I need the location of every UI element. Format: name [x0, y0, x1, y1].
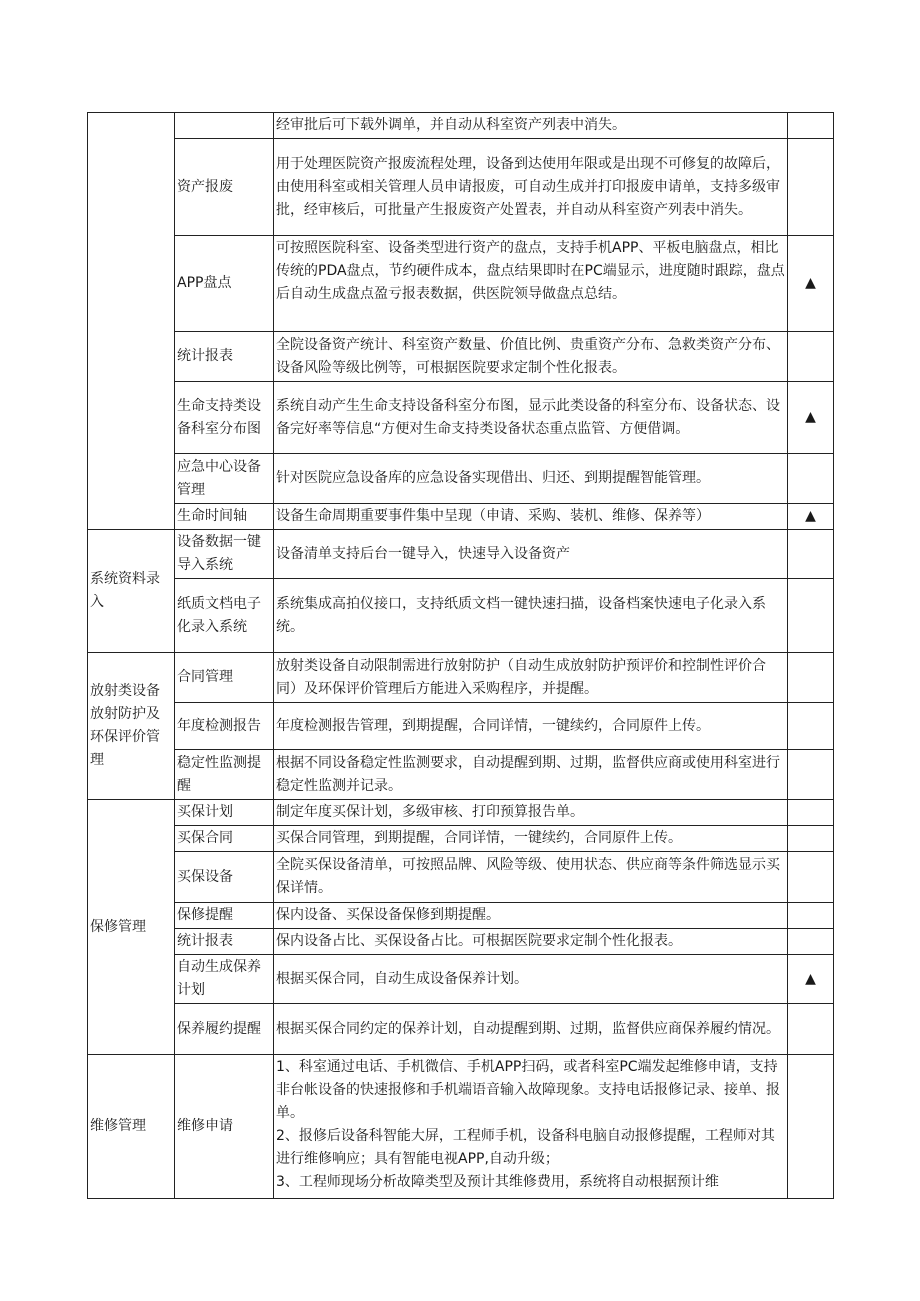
- table-row: [88, 113, 834, 139]
- category-cell: 维修管理: [88, 1055, 175, 1199]
- item-name: 应急中心设备管理: [175, 454, 274, 504]
- description-line: 3、工程师现场分析故障类型及预计其维修费用，系统将自动根据预计维: [276, 1174, 719, 1190]
- table-row: [88, 653, 834, 703]
- table-row: [88, 139, 834, 236]
- item-description: 根据买保合同约定的保养计划，自动提醒到期、过期，监督供应商保养履约情况。: [274, 1004, 788, 1055]
- item-name: [175, 113, 274, 139]
- category-cell: 系统资料录入: [88, 530, 175, 653]
- table-row: [88, 504, 834, 530]
- marker-cell: [788, 929, 834, 955]
- item-name: 自动生成保养计划: [175, 955, 274, 1004]
- item-name: 资产报废: [175, 139, 274, 236]
- item-name: 合同管理: [175, 653, 274, 703]
- triangle-marker-icon: ▲: [788, 236, 834, 332]
- item-description: 系统集成高拍仪接口，支持纸质文档一键快速扫描，设备档案快速电子化录入系统。: [274, 579, 788, 653]
- item-description: 制定年度买保计划，多级审核、打印预算报告单。: [274, 800, 788, 826]
- table-row: [88, 236, 834, 332]
- table-row: [88, 579, 834, 653]
- item-description: 设备生命周期重要事件集中呈现（申请、采购、装机、维修、保养等）: [274, 504, 788, 530]
- table-row: [88, 1004, 834, 1055]
- table-row: [88, 903, 834, 929]
- item-description: 年度检测报告管理，到期提醒，合同详情，一键续约，合同原件上传。: [274, 703, 788, 750]
- item-name: 统计报表: [175, 929, 274, 955]
- item-name: 稳定性监测提醒: [175, 750, 274, 800]
- marker-cell: [788, 332, 834, 382]
- marker-cell: [788, 653, 834, 703]
- item-description: 可按照医院科室、设备类型进行资产的盘点，支持手机APP、平板电脑盘点，相比传统的PDA盘点，节约硬件成本，盘点结果即时在PC端显示，进度随时跟踪，盘点后自动生成盘点盈亏报表数据，供医院领导做盘点总结。: [274, 236, 788, 332]
- item-description: 用于处理医院资产报废流程处理，设备到达使用年限或是出现不可修复的故障后，由使用科室或相关管理人员申请报废，可自动生成并打印报废申请单，支持多级审批，经审核后，可批量产生报废资产处置表，并自动从科室资产列表中消失。: [274, 139, 788, 236]
- table-row: [88, 955, 834, 1004]
- item-name: 纸质文档电子化录入系统: [175, 579, 274, 653]
- table-row: [88, 750, 834, 800]
- item-description: 全院设备资产统计、科室资产数量、价值比例、贵重资产分布、急救类资产分布、设备风险等级比例等，可根据医院要求定制个性化报表。: [274, 332, 788, 382]
- item-description: 经审批后可下载外调单，并自动从科室资产列表中消失。: [274, 113, 788, 139]
- item-description: [274, 1055, 788, 1199]
- category-cell: 放射类设备放射防护及环保评价管理: [88, 653, 175, 800]
- item-description: 买保合同管理，到期提醒，合同详情，一键续约，合同原件上传。: [274, 826, 788, 852]
- description-line: 1、科室通过电话、手机微信、手机APP扫码，或者科室PC端发起维修申请，支持非台帐设备的快速报修和手机端语音输入故障现象。支持电话报修记录、接单、报单。: [276, 1059, 780, 1121]
- table-row: [88, 929, 834, 955]
- triangle-marker-icon: ▲: [788, 382, 834, 454]
- triangle-marker-icon: ▲: [788, 504, 834, 530]
- item-description: 根据买保合同，自动生成设备保养计划。: [274, 955, 788, 1004]
- item-name: APP盘点: [175, 236, 274, 332]
- table-row: [88, 703, 834, 750]
- item-description: 针对医院应急设备库的应急设备实现借出、归还、到期提醒智能管理。: [274, 454, 788, 504]
- item-description: 设备清单支持后台一键导入，快速导入设备资产: [274, 530, 788, 579]
- item-name: 生命支持类设备科室分布图: [175, 382, 274, 454]
- table-row: [88, 332, 834, 382]
- requirements-table: [87, 112, 834, 1199]
- marker-cell: [788, 530, 834, 579]
- marker-cell: [788, 579, 834, 653]
- table-row: [88, 454, 834, 504]
- category-cell: 保修管理: [88, 800, 175, 1055]
- item-name: 统计报表: [175, 332, 274, 382]
- table-row: [88, 852, 834, 903]
- item-name: 生命时间轴: [175, 504, 274, 530]
- marker-cell: [788, 750, 834, 800]
- marker-cell: [788, 454, 834, 504]
- triangle-marker-icon: ▲: [788, 955, 834, 1004]
- item-name: 买保设备: [175, 852, 274, 903]
- item-name: 保养履约提醒: [175, 1004, 274, 1055]
- item-name: 保修提醒: [175, 903, 274, 929]
- marker-cell: [788, 703, 834, 750]
- marker-cell: [788, 800, 834, 826]
- table-row: [88, 530, 834, 579]
- table-row: [88, 826, 834, 852]
- table-row: [88, 382, 834, 454]
- marker-cell: [788, 826, 834, 852]
- marker-cell: [788, 852, 834, 903]
- table-row: [88, 1055, 834, 1199]
- item-name: 设备数据一键导入系统: [175, 530, 274, 579]
- item-description: 放射类设备自动限制需进行放射防护（自动生成放射防护预评价和控制性评价合同）及环保评价管理后方能进入采购程序，并提醒。: [274, 653, 788, 703]
- category-cell: [88, 113, 175, 530]
- marker-cell: [788, 1004, 834, 1055]
- item-description: 保内设备、买保设备保修到期提醒。: [274, 903, 788, 929]
- marker-cell: [788, 1055, 834, 1199]
- item-name: 买保计划: [175, 800, 274, 826]
- marker-cell: [788, 139, 834, 236]
- item-name: 年度检测报告: [175, 703, 274, 750]
- item-description: 根据不同设备稳定性监测要求，自动提醒到期、过期，监督供应商或使用科室进行稳定性监测并记录。: [274, 750, 788, 800]
- marker-cell: [788, 113, 834, 139]
- item-name: 维修申请: [175, 1055, 274, 1199]
- item-name: 买保合同: [175, 826, 274, 852]
- marker-cell: [788, 903, 834, 929]
- item-description: 系统自动产生生命支持设备科室分布图，显示此类设备的科室分布、设备状态、设备完好率等信息“方便对生命支持类设备状态重点监管、方便借调。: [274, 382, 788, 454]
- item-description: 全院买保设备清单，可按照品牌、风险等级、使用状态、供应商等条件筛选显示买保详情。: [274, 852, 788, 903]
- description-line: 2、报修后设备科智能大屏，工程师手机，设备科电脑自动报修提醒，工程师对其进行维修响应；具有智能电视APP,自动升级；: [276, 1128, 775, 1167]
- table-row: [88, 800, 834, 826]
- item-description: 保内设备占比、买保设备占比。可根据医院要求定制个性化报表。: [274, 929, 788, 955]
